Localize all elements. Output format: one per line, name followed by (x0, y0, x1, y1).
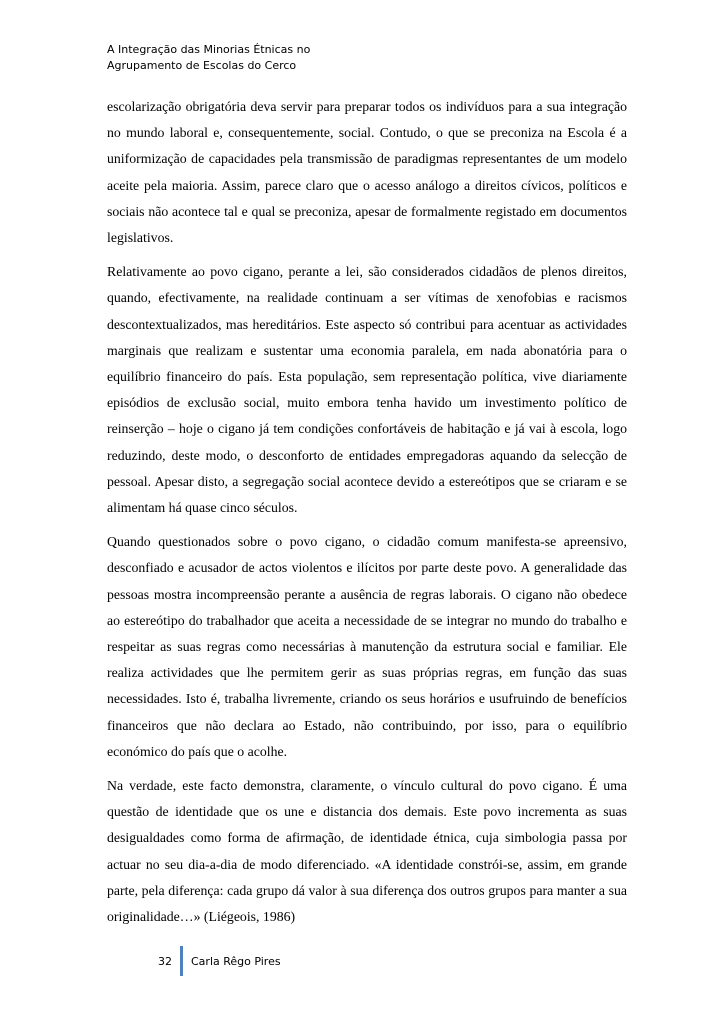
header-title-line-1: A Integração das Minorias Étnicas no (107, 43, 311, 56)
paragraph-3: Quando questionados sobre o povo cigano, o cidadão comum manifesta-se apreensivo, desconfiado e acusador de actos violentos e ilícitos por parte deste povo. A generalidade das pessoas mostra incompreensão perante a ausência de regras laborais. O cigano não obedece ao estereótipo do trabalhador que aceita a necessidade de se integrar no mundo do trabalho e respeitar as suas regras como necessárias à manutenção da estrutura social e familiar. Ele realiza actividades que lhe permitem gerir as suas próprias regras, em função das suas necessidades. Isto é, trabalha livremente, criando os seus horários e usufruindo de benefícios financeiros que não declara ao Estado, não contribuindo, por isso, para o equilíbrio económico do país que o acolhe. (107, 534, 627, 759)
page-number: 32 (158, 954, 172, 968)
footer-author: Carla Rêgo Pires (191, 954, 281, 968)
header-title-line-2: Agrupamento de Escolas do Cerco (107, 59, 297, 72)
body-text (107, 94, 627, 938)
paragraph-1: escolarização obrigatória deva servir para preparar todos os indivíduos para a sua integração no mundo laboral e, consequentemente, social. Contudo, o que se preconiza na Escola é a uniformização de capacidades pela transmissão de paradigmas representantes de um modelo aceite pela maioria. Assim, parece claro que o acesso análogo a direitos cívicos, políticos e sociais não acontece tal e qual se preconiza, apesar de formalmente registado em documentos legislativos. (107, 99, 627, 246)
footer-divider (180, 946, 183, 976)
paragraph-2: Relativamente ao povo cigano, perante a lei, são considerados cidadãos de plenos direitos, quando, efectivamente, na realidade continuam a ser vítimas de xenofobias e racismos descontextualizados, mas hereditários. Este aspecto só contribui para acentuar as actividades marginais que realizam e sustentar uma economia paralela, em nada abonatória para o equilíbrio financeiro do país. Esta população, sem representação política, vive diariamente episódios de exclusão social, muito embora tenha havido um investimento político de reinserção – hoje o cigano já tem condições confortáveis de habitação e já vai à escola, logo reduzindo, deste modo, o desconforto de entidades empregadoras aquando da selecção de pessoal. Apesar disto, a segregação social acontece devido a estereótipos que se criaram e se alimentam há quase cinco séculos. (107, 264, 627, 516)
page-footer (158, 946, 281, 976)
paragraph-4: Na verdade, este facto demonstra, claramente, o vínculo cultural do povo cigano. É uma questão de identidade que os une e distancia dos demais. Este povo incrementa as suas desigualdades como forma de afirmação, de identidade étnica, cuja simbologia passa por actuar no seu dia-a-dia de modo diferenciado. «A identidade constrói-se, assim, em grande parte, pela diferença: cada grupo dá valor à sua diferença dos outros grupos para manter a sua originalidade…» (Liégeois, 1986) (107, 778, 627, 925)
running-header (107, 42, 627, 74)
